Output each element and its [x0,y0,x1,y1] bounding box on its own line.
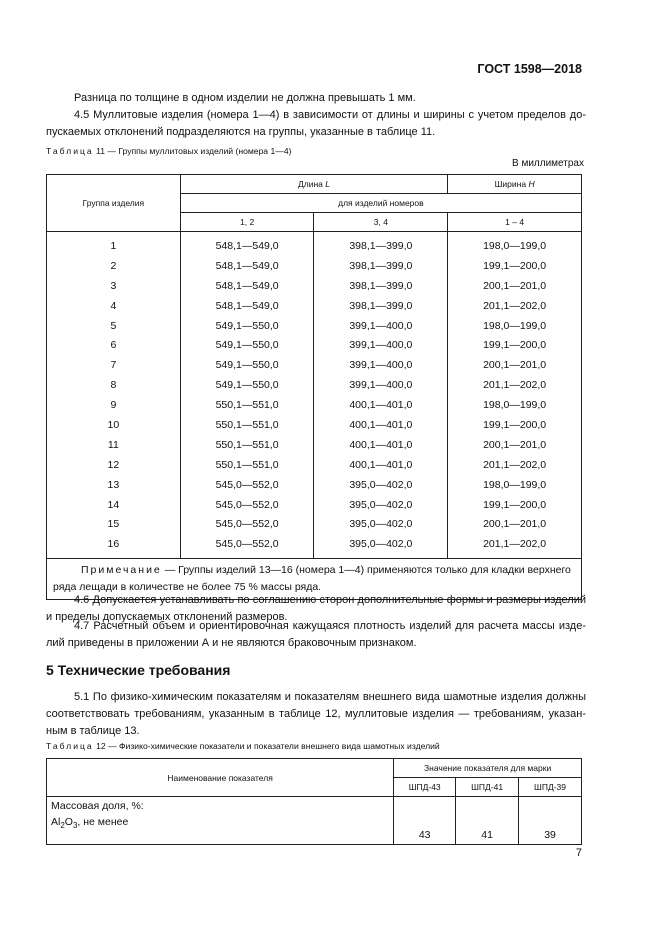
cell-length-3-4: 395,0—402,0 [314,495,448,515]
cell-group: 2 [47,256,181,276]
cell-group: 7 [47,355,181,375]
cell-length-3-4: 395,0—402,0 [314,514,448,534]
paragraph-thickness: Разница по толщине в одном изделии не должна превышать 1 мм. [74,92,416,104]
paragraph-4-6: 4.6 Допускается устанавливать по соглашению сторон дополнительные формы и размеры изделий и пределы допускаемых отклонений размеров. [46,594,586,623]
cell-width: 198,0—199,0 [448,475,582,495]
cell-length-1-2: 545,0—552,0 [180,534,314,558]
table11-caption-word: Таблица [46,146,94,156]
paragraph-4-5: 4.5 Муллитовые изделия (номера 1—4) в зависимости от длины и ширины с учетом пределов допускаемых отклонений подразделяются на группы, указанные в таблице 11. [46,109,586,138]
header-grade-3: ШПД-39 [519,778,582,797]
cell-length-1-2: 549,1—550,0 [180,316,314,336]
cell-width: 200,1—201,0 [448,276,582,296]
cell-group: 6 [47,335,181,355]
cell-length-3-4: 399,1—400,0 [314,375,448,395]
cell-length-3-4: 399,1—400,0 [314,335,448,355]
cell-width: 198,0—199,0 [448,232,582,256]
table-row [47,395,582,415]
table12-caption-text: 12 — Физико-химические показатели и показатели внешнего вида шамотных изделий [96,741,440,751]
cell-length-1-2: 549,1—550,0 [180,375,314,395]
header-col-1-2: 1, 2 [180,213,314,232]
table12-caption-word: Таблица [46,741,94,751]
cell-length-1-2: 545,0—552,0 [180,475,314,495]
cell-length-1-2: 549,1—550,0 [180,335,314,355]
header-length-label: Длина [297,179,323,189]
cell-group: 9 [47,395,181,415]
table-11 [46,174,582,600]
cell-width: 199,1—200,0 [448,415,582,435]
section-title: 5 Технические требования [46,662,231,678]
cell-length-3-4: 398,1—399,0 [314,296,448,316]
cell-group: 5 [47,316,181,336]
cell-group: 15 [47,514,181,534]
cell-length-3-4: 398,1—399,0 [314,232,448,256]
note-word: Примечание [81,564,162,577]
cell-length-1-2: 548,1—549,0 [180,276,314,296]
header-indicator-name: Наименование показателя [47,759,394,797]
cell-group: 16 [47,534,181,558]
cell-width: 199,1—200,0 [448,495,582,515]
cell-length-1-2: 548,1—549,0 [180,296,314,316]
cell-width: 200,1—201,0 [448,514,582,534]
table-row [47,335,582,355]
al-subscript: 2 [60,821,65,831]
cell-length-3-4: 399,1—400,0 [314,316,448,336]
cell-length-1-2: 549,1—550,0 [180,355,314,375]
value-grade-2: 41 [456,797,519,845]
cell-length-1-2: 545,0—552,0 [180,514,314,534]
page-number: 7 [575,847,582,859]
table11-caption-text: 11 — Группы муллитовых изделий (номера 1—4) [96,146,292,156]
header-col-3-4: 3, 4 [314,213,448,232]
cell-width: 201,1—202,0 [448,296,582,316]
cell-group: 3 [47,276,181,296]
cell-length-3-4: 399,1—400,0 [314,355,448,375]
cell-length-1-2: 550,1—551,0 [180,435,314,455]
cell-group: 1 [47,232,181,256]
cell-width: 198,0—199,0 [448,395,582,415]
o-subscript: 3 [72,821,78,831]
table11-caption [46,146,292,156]
table-row [47,355,582,375]
note-text: — Группы изделий 13—16 (номера 1—4) применяются только для кладки верхнего ряда лещади в количестве не более 75 % массы ряда. [53,564,571,594]
cell-group: 12 [47,455,181,475]
table-row [47,316,582,336]
header-grade-value: Значение показателя для марки [394,759,582,778]
header-grade-1: ШПД-43 [394,778,456,797]
cell-width: 199,1—200,0 [448,256,582,276]
row-mass-label: Массовая доля, %: [51,800,144,812]
header-for-numbers: для изделий номеров [180,194,581,213]
cell-length-1-2: 550,1—551,0 [180,395,314,415]
cell-length-3-4: 395,0—402,0 [314,475,448,495]
cell-group: 10 [47,415,181,435]
header-length [180,175,447,194]
paragraph-5-1: 5.1 По физико-химическим показателям и показателям внешнего вида шамотные изделия должны соответствовать требованиям, указанным в таблице 12, муллитовые изделия — требованиям, указанным в таблице 13. [46,691,586,737]
header-length-symbol: L [325,179,330,189]
al-symbol: Al [51,816,61,828]
row-al2o3-label [51,816,389,830]
paragraph-4-7: 4.7 Расчетный объем и ориентировочная кажущаяся плотность изделий для расчета массы изделий приведены в приложении А и не являются браковочным признаком. [46,620,586,649]
al-suffix: , не менее [77,816,129,828]
table-row [47,256,582,276]
cell-length-1-2: 550,1—551,0 [180,415,314,435]
cell-length-3-4: 400,1—401,0 [314,415,448,435]
cell-length-1-2: 550,1—551,0 [180,455,314,475]
table-row [47,232,582,256]
header-width-symbol: H [528,179,535,189]
cell-group: 8 [47,375,181,395]
cell-group: 11 [47,435,181,455]
cell-width: 199,1—200,0 [448,335,582,355]
cell-group: 13 [47,475,181,495]
header-width [448,175,582,194]
document-code: ГОСТ 1598—2018 [477,62,582,76]
cell-length-3-4: 398,1—399,0 [314,256,448,276]
cell-length-1-2: 545,0—552,0 [180,495,314,515]
table-row [47,435,582,455]
table12-caption [46,741,440,751]
header-group: Группа изделия [47,175,181,232]
cell-width: 201,1—202,0 [448,534,582,558]
cell-width: 200,1—201,0 [448,435,582,455]
cell-group: 4 [47,296,181,316]
header-width-label: Ширина [494,179,527,189]
cell-length-3-4: 400,1—401,0 [314,435,448,455]
cell-length-3-4: 400,1—401,0 [314,455,448,475]
header-col-1-4: 1 – 4 [448,213,582,232]
value-grade-1: 43 [394,797,456,845]
cell-length-1-2: 548,1—549,0 [180,256,314,276]
table-row [47,375,582,395]
cell-length-3-4: 395,0—402,0 [314,534,448,558]
table11-body [47,232,582,559]
table-row [47,534,582,558]
cell-length-3-4: 400,1—401,0 [314,395,448,415]
cell-length-3-4: 398,1—399,0 [314,276,448,296]
o-symbol: O [64,816,73,828]
cell-width: 200,1—201,0 [448,355,582,375]
table-row [47,415,582,435]
value-grade-3: 39 [519,797,582,845]
header-grade-2: ШПД-41 [456,778,519,797]
table-row [47,276,582,296]
cell-width: 201,1—202,0 [448,455,582,475]
cell-width: 201,1—202,0 [448,375,582,395]
cell-group: 14 [47,495,181,515]
cell-width: 198,0—199,0 [448,316,582,336]
table11-units: В миллиметрах [512,158,584,169]
table-row [47,495,582,515]
row-mass-fraction [47,797,394,845]
table-12 [46,758,582,845]
table-row [47,455,582,475]
table-row [47,296,582,316]
cell-length-1-2: 548,1—549,0 [180,232,314,256]
table-row [47,514,582,534]
table-row [47,475,582,495]
